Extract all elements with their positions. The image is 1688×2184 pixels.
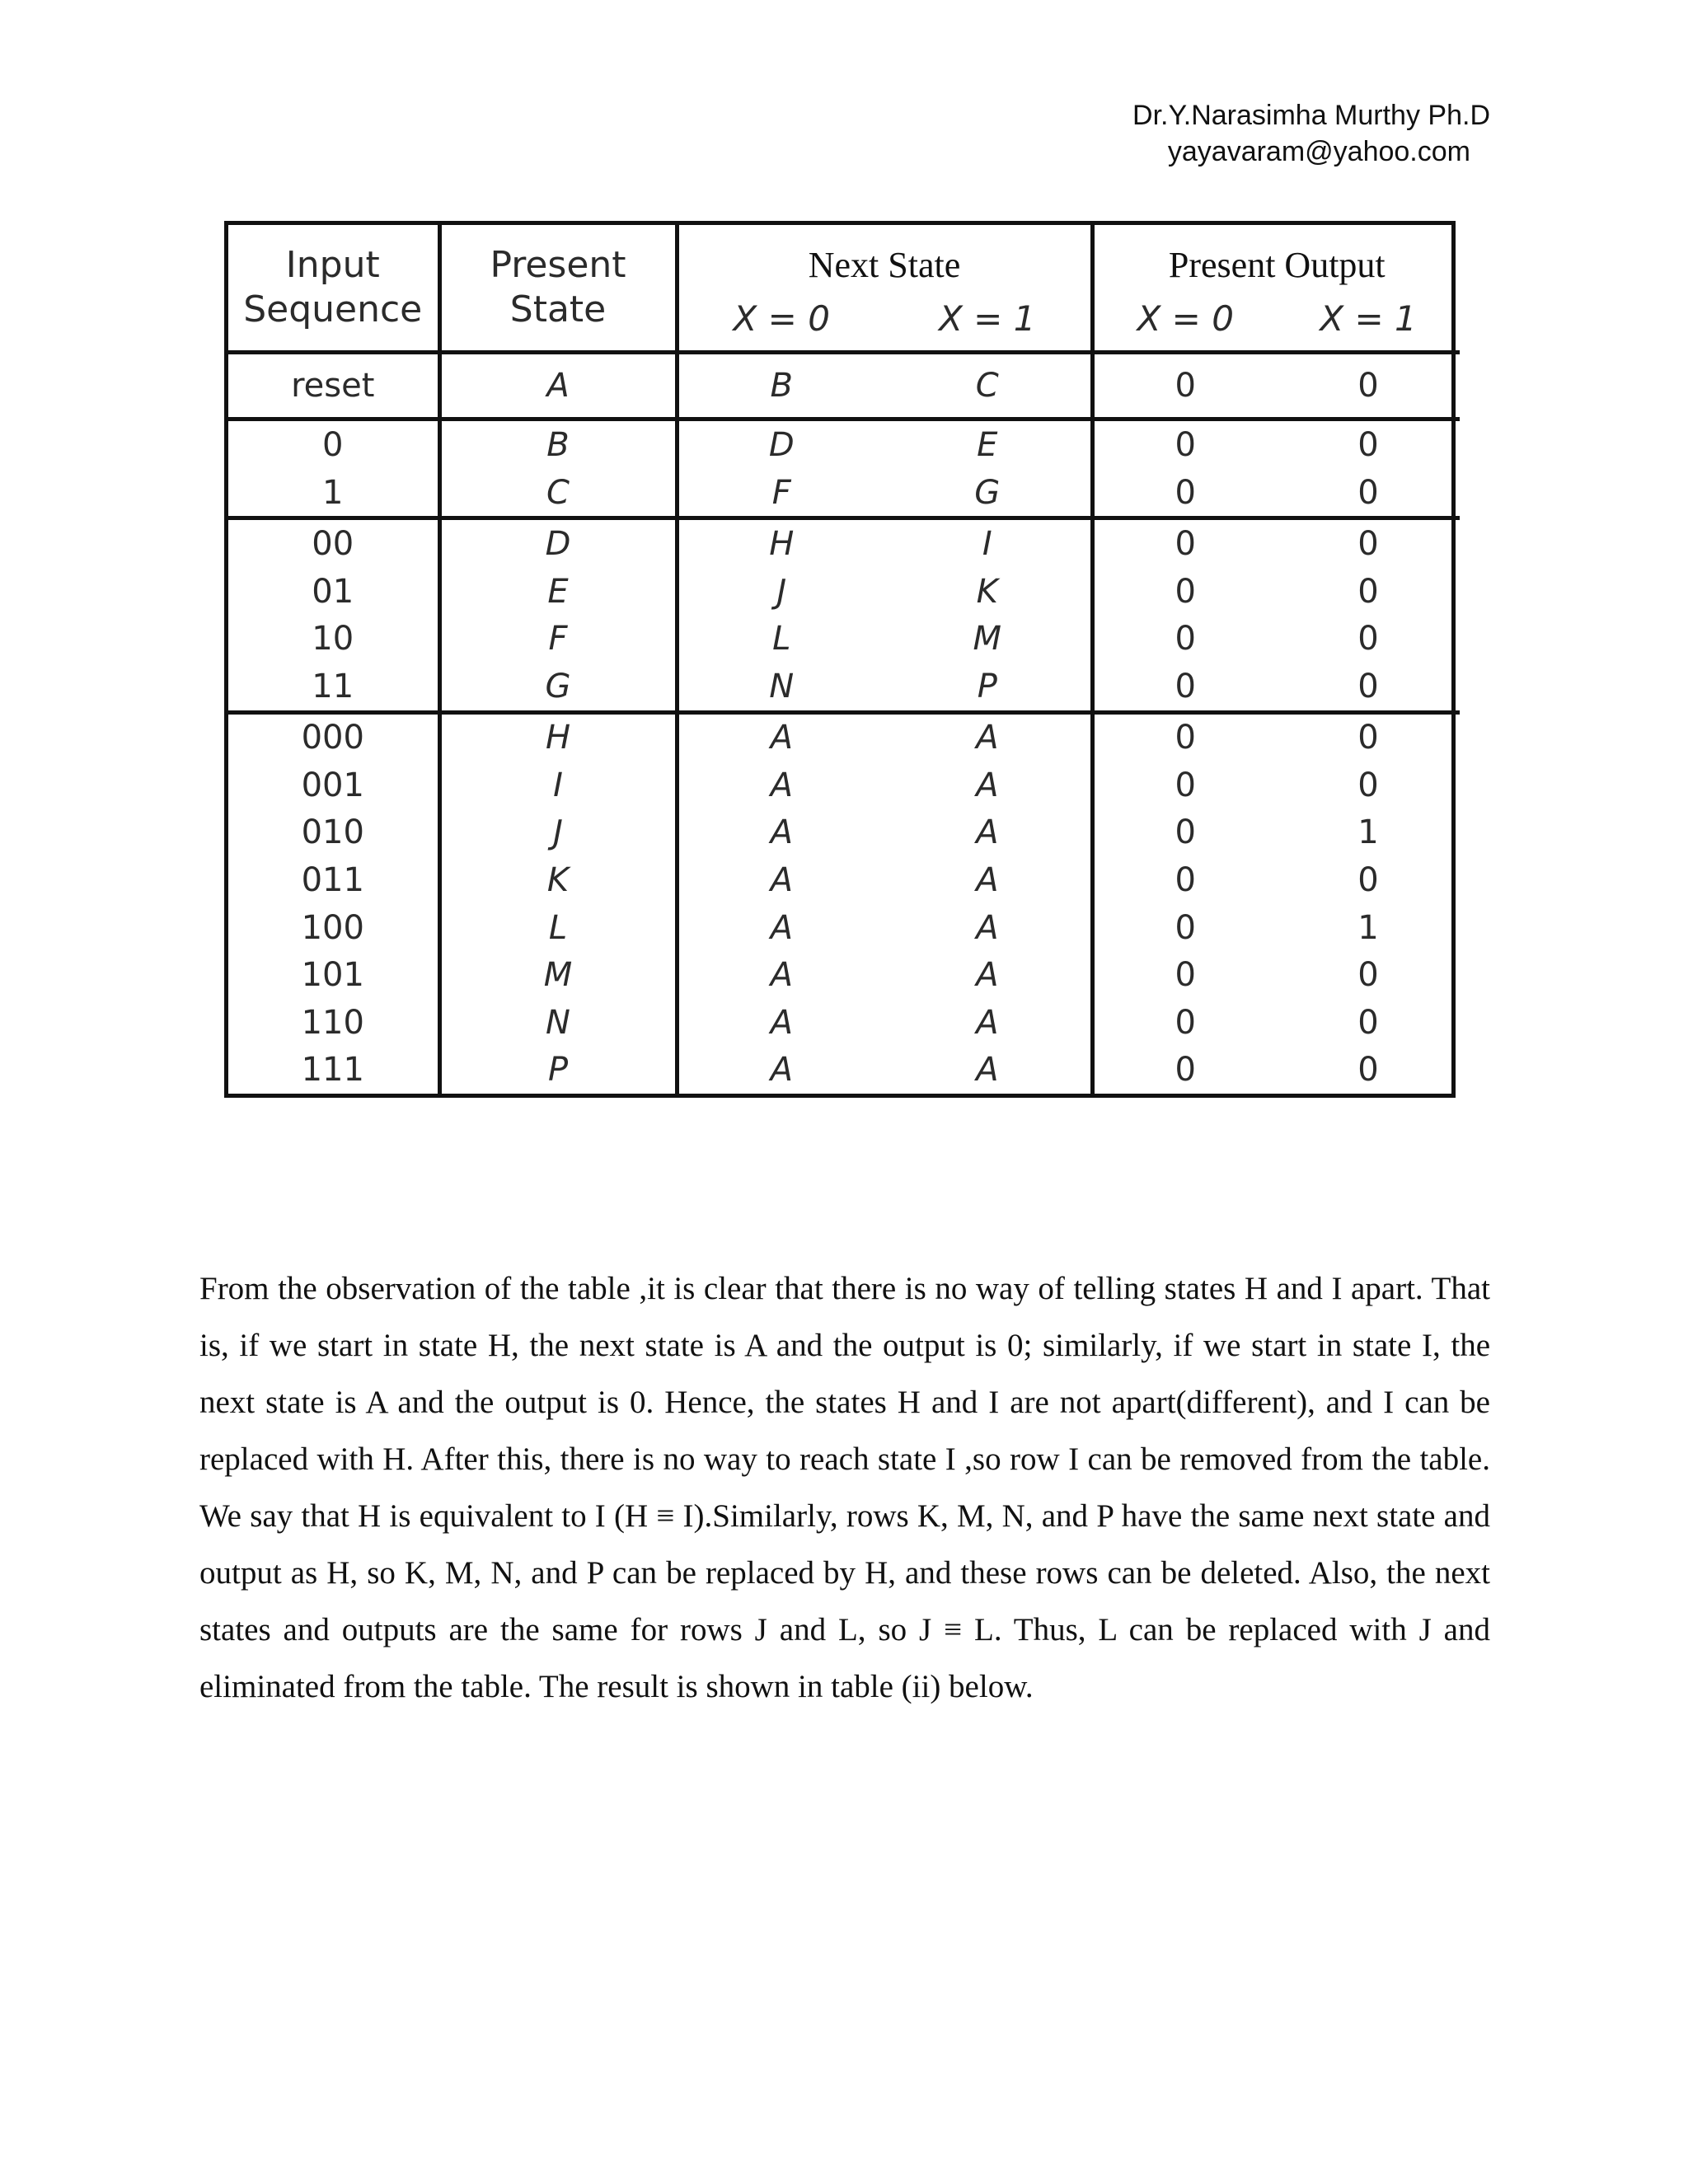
cell-output-x1: 1 [1357, 813, 1379, 852]
cell-input: 00 [228, 518, 439, 568]
cell-next-state-x1: A [884, 1046, 1092, 1094]
document-header [831, 97, 1490, 170]
cell-present-state: K [439, 856, 677, 904]
cell-input: 0 [228, 419, 439, 469]
cell-next-state-x0: A [770, 861, 793, 900]
state-table-frame [224, 221, 1456, 1098]
table-row [228, 568, 1460, 616]
header-ns-x1: X = 1 [884, 286, 1092, 350]
cell-output-x1: 0 [1357, 620, 1379, 658]
cell-output-x1: 0 [1357, 525, 1379, 564]
cell-output-x0: 0 [1175, 766, 1196, 804]
body-paragraph: From the observation of the table ,it is clear that there is no way of telling states H and I apart. That is, if we start in state H, the next state is A and the output is 0; similarly, if we start in state I, the next state is A and the output is 0. Hence, the states H and I are not apart(different), and I can be replaced with H. After this, there is no way to reach state I ,so row I can be removed from the table. We say that H is equivalent to I (H ≡ I).Similarly, rows K, M, N, and P have the same next state and output as H, so K, M, N, and P can be replaced by H, and these rows can be deleted. Also, the next states and outputs are the same for rows J and L, so J ≡ L. Thus, L can be replaced with J and eliminated from the table. The result is shown in table (ii) below. [199, 1271, 1490, 1704]
cell-output-x0: 0 [1175, 425, 1196, 464]
cell-output-x0: 0 [1175, 813, 1196, 852]
cell-next-state-x1: A [884, 712, 1092, 762]
cell-present-state: L [439, 904, 677, 952]
cell-present-state: D [439, 518, 677, 568]
cell-output-x0: 0 [1175, 525, 1196, 564]
table-row [228, 353, 1460, 419]
cell-output-x0: 0 [1175, 1051, 1196, 1090]
header-next-state: Next State [677, 225, 1092, 286]
cell-next-state-x1: A [884, 904, 1092, 952]
cell-present-state: P [439, 1046, 677, 1094]
cell-input: 110 [228, 999, 439, 1047]
cell-next-state-x1: A [884, 999, 1092, 1047]
cell-output-x0: 0 [1092, 353, 1277, 419]
cell-output-x1: 0 [1277, 353, 1460, 419]
table-row [228, 951, 1460, 999]
cell-present-state: J [439, 809, 677, 857]
author-name: Dr.Y.Narasimha Murthy Ph.D [1132, 100, 1490, 131]
cell-next-state-x0: A [770, 766, 793, 804]
cell-output-x0: 0 [1175, 1003, 1196, 1042]
cell-present-state: E [439, 568, 677, 616]
header-input-sequence [228, 225, 439, 350]
cell-output-x1: 0 [1357, 956, 1379, 995]
cell-input: 010 [228, 809, 439, 857]
header-input-line2: Sequence [243, 288, 423, 330]
table-row [228, 518, 1460, 568]
header-po-x0: X = 0 [1137, 298, 1234, 339]
cell-next-state-x0: A [770, 719, 793, 757]
cell-next-state-x0: N [677, 663, 884, 712]
cell-next-state-x0: L [772, 620, 791, 658]
header-present-line2: State [509, 288, 607, 330]
cell-input: 011 [228, 856, 439, 904]
cell-output-x0: 0 [1175, 572, 1196, 611]
cell-output-x0: 0 [1092, 663, 1277, 712]
cell-input: 111 [228, 1046, 439, 1094]
cell-next-state-x0: J [776, 572, 787, 611]
cell-output-x1: 0 [1277, 469, 1460, 518]
cell-output-x1: 0 [1357, 1051, 1379, 1090]
cell-next-state-x0: D [768, 425, 795, 464]
cell-output-x1: 0 [1357, 1003, 1379, 1042]
cell-next-state-x1: M [884, 615, 1092, 663]
cell-next-state-x1: G [884, 469, 1092, 518]
cell-next-state-x1: E [884, 419, 1092, 469]
cell-input: 01 [228, 568, 439, 616]
header-po-x1: X = 1 [1320, 298, 1417, 339]
cell-output-x0: 0 [1175, 620, 1196, 658]
table-row [228, 712, 1460, 762]
cell-next-state-x1: A [884, 809, 1092, 857]
cell-input: 101 [228, 951, 439, 999]
cell-output-x1: 0 [1357, 572, 1379, 611]
cell-next-state-x0: A [770, 956, 793, 995]
header-present-line1: Present [490, 244, 626, 286]
cell-output-x0: 0 [1175, 956, 1196, 995]
table-row [228, 615, 1460, 663]
cell-output-x1: 0 [1357, 719, 1379, 757]
table-row [228, 663, 1460, 712]
cell-next-state-x1: A [884, 951, 1092, 999]
header-ns-x0: X = 0 [733, 298, 830, 339]
cell-present-state: C [439, 469, 677, 518]
cell-present-state: H [439, 712, 677, 762]
cell-next-state-x1: A [884, 762, 1092, 809]
table-row [228, 419, 1460, 469]
cell-present-state: M [439, 951, 677, 999]
cell-next-state-x0: A [770, 1003, 793, 1042]
cell-next-state-x0: A [770, 1051, 793, 1090]
cell-next-state-x0: A [770, 813, 793, 852]
cell-next-state-x1: I [884, 518, 1092, 568]
cell-next-state-x0: B [677, 353, 884, 419]
cell-output-x1: 0 [1357, 861, 1379, 900]
header-present-state [439, 225, 677, 350]
cell-input: reset [228, 353, 439, 419]
cell-output-x0: 0 [1175, 908, 1196, 947]
table-row [228, 1046, 1460, 1094]
cell-next-state-x1: C [884, 353, 1092, 419]
cell-input: 000 [228, 712, 439, 762]
header-input-line1: Input [285, 244, 380, 286]
cell-present-state: G [439, 663, 677, 712]
cell-output-x1: 0 [1357, 425, 1379, 464]
cell-present-state: N [439, 999, 677, 1047]
cell-present-state: B [439, 419, 677, 469]
cell-output-x0: 0 [1092, 469, 1277, 518]
table-row [228, 469, 1460, 518]
cell-next-state-x0: A [770, 908, 793, 947]
cell-output-x0: 0 [1175, 861, 1196, 900]
cell-output-x1: 1 [1357, 908, 1379, 947]
cell-output-x1: 0 [1357, 766, 1379, 804]
table-row [228, 856, 1460, 904]
author-email: yayavaram@yahoo.com [1167, 136, 1470, 167]
cell-input: 100 [228, 904, 439, 952]
cell-present-state: I [439, 762, 677, 809]
cell-next-state-x1: K [884, 568, 1092, 616]
cell-output-x0: 0 [1175, 719, 1196, 757]
table-row [228, 809, 1460, 857]
cell-input: 001 [228, 762, 439, 809]
cell-present-state: A [439, 353, 677, 419]
cell-output-x1: 0 [1277, 663, 1460, 712]
cell-present-state: F [439, 615, 677, 663]
state-table [228, 225, 1460, 1094]
header-present-output: Present Output [1168, 245, 1386, 285]
cell-next-state-x0: H [769, 525, 795, 564]
table-row [228, 904, 1460, 952]
table-row [228, 999, 1460, 1047]
cell-input: 1 [228, 469, 439, 518]
table-row [228, 762, 1460, 809]
cell-next-state-x1: A [884, 856, 1092, 904]
cell-next-state-x1: P [884, 663, 1092, 712]
cell-input: 10 [228, 615, 439, 663]
cell-next-state-x0: F [677, 469, 884, 518]
cell-input: 11 [228, 663, 439, 712]
